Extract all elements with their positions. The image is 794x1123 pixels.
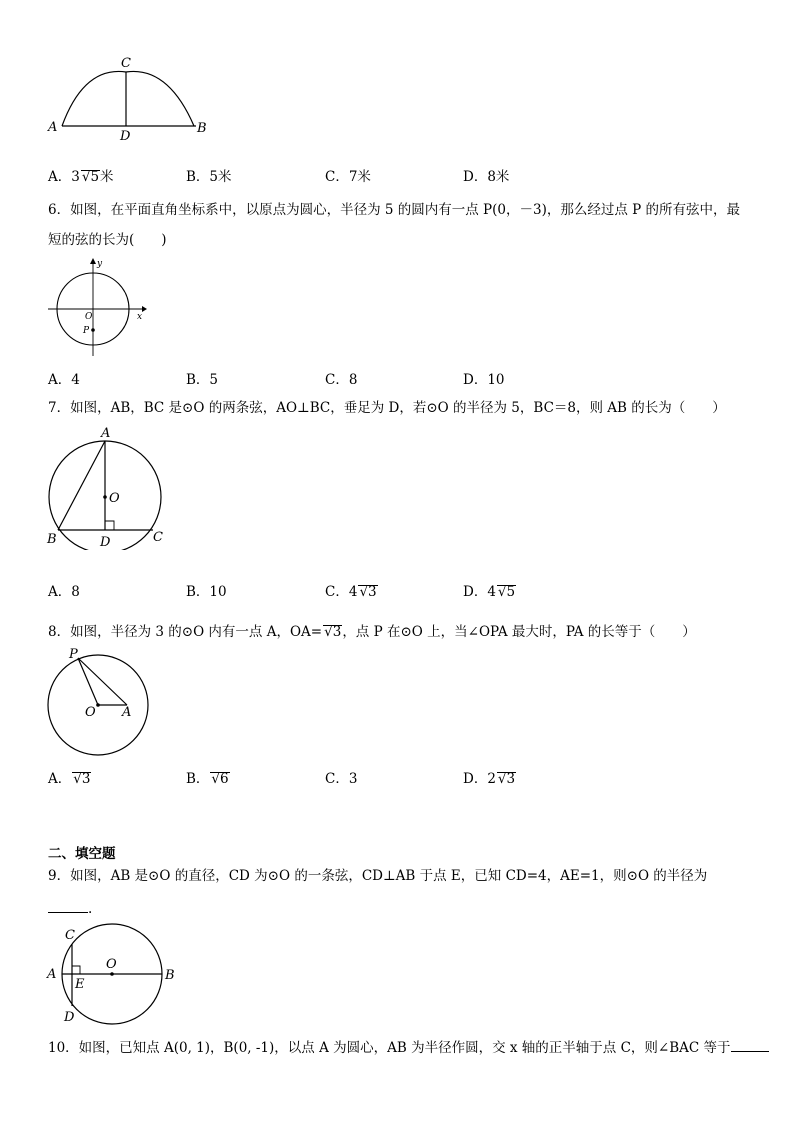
chord-ab xyxy=(58,441,105,530)
segment-pa xyxy=(78,658,127,705)
q6-option-d: D．10 xyxy=(463,372,505,388)
right-angle-mark xyxy=(72,966,80,974)
q8-option-c: C．3 xyxy=(325,771,358,787)
semicircle-arc xyxy=(62,71,194,126)
q6-coordinate-circle-figure xyxy=(46,256,150,360)
label-a: A xyxy=(122,705,132,720)
q8-option-d: D．2 √3 xyxy=(463,771,516,787)
q9-answer-line: . xyxy=(48,898,92,917)
label-o: O xyxy=(85,705,96,720)
label-o: O xyxy=(85,312,93,322)
label-x: x xyxy=(137,312,143,322)
q9-circle-diameter-figure xyxy=(44,922,180,1028)
q5-option-b: B．5米 xyxy=(186,169,232,185)
label-e: E xyxy=(75,977,85,992)
label-d: D xyxy=(100,535,111,550)
label-y: y xyxy=(97,259,103,269)
label-c: C xyxy=(153,530,163,545)
q10-stem: 10．如图，已知点 A(0, 1)，B(0, -1)，以点 A 为圆心，AB 为半径作圆，交 x 轴的正半轴于点 C，则∠BAC 等于 xyxy=(48,1034,769,1062)
label-b: B xyxy=(197,121,207,136)
q6-option-a: A．4 xyxy=(48,372,80,388)
q8-option-a: A． √3 xyxy=(48,771,91,787)
q9-answer-blank[interactable] xyxy=(48,898,88,913)
center-o xyxy=(110,972,114,976)
right-angle-mark xyxy=(105,521,114,530)
label-d: D xyxy=(120,129,131,144)
q7-option-c: C．4 √3 xyxy=(325,584,377,600)
q8-circle-figure xyxy=(44,646,158,758)
q7-circle-chord-figure xyxy=(42,424,172,550)
q5-option-a: A．3 √5米 xyxy=(48,169,114,185)
q5-option-c: C．7米 xyxy=(325,169,371,185)
q6-option-c: C．8 xyxy=(325,372,358,388)
x-axis-arrow xyxy=(142,306,147,312)
q7-option-d: D．4 √5 xyxy=(463,584,516,600)
q8-stem: 8．如图，半径为 3 的⊙O 内有一点 A，OA= √3，点 P 在⊙O 上，当∠OPA 最大时，PA 的长等于（ ） xyxy=(48,624,696,640)
label-b: B xyxy=(47,532,57,547)
label-p: P xyxy=(69,647,78,662)
label-o: O xyxy=(109,491,120,506)
label-c: C xyxy=(65,928,75,943)
section-title-fill-in: 二、填空题 xyxy=(48,846,116,862)
label-a: A xyxy=(47,967,57,982)
q5-option-d: D．8米 xyxy=(463,169,510,185)
label-a: A xyxy=(48,120,58,135)
q8-option-b: B． √6 xyxy=(186,771,229,787)
q6-stem-line2: 短的弦的长为( ) xyxy=(48,232,167,248)
center-o xyxy=(96,703,100,707)
q7-option-b: B．10 xyxy=(186,584,227,600)
q9-stem: 9．如图，AB 是⊙O 的直径，CD 为⊙O 的一条弦，CD⊥AB 于点 E，已知 CD=4，AE=1，则⊙O 的半径为 xyxy=(48,868,708,884)
label-p: P xyxy=(83,326,90,336)
q10-answer-blank[interactable] xyxy=(731,1037,769,1052)
label-c: C xyxy=(121,56,131,71)
label-a: A xyxy=(101,426,111,441)
center-o xyxy=(103,495,107,499)
segment-po xyxy=(78,658,98,705)
q6-stem-line1: 6．如图，在平面直角坐标系中，以原点为圆心，半径为 5 的圆内有一点 P(0，－3)，那么经过点 P 的所有弦中，最 xyxy=(48,202,741,218)
q7-stem: 7．如图，AB，BC 是⊙O 的两条弦，AO⊥BC，垂足为 D，若⊙O 的半径为 5，BC＝8，则 AB 的长为（ ） xyxy=(48,400,726,416)
label-d: D xyxy=(64,1010,75,1025)
label-b: B xyxy=(165,968,175,983)
q5-semicircle-figure xyxy=(44,54,214,144)
y-axis-arrow xyxy=(90,258,96,264)
q7-option-a: A．8 xyxy=(48,584,80,600)
point-p xyxy=(91,328,95,332)
q6-option-b: B．5 xyxy=(186,372,219,388)
label-o: O xyxy=(106,957,117,972)
